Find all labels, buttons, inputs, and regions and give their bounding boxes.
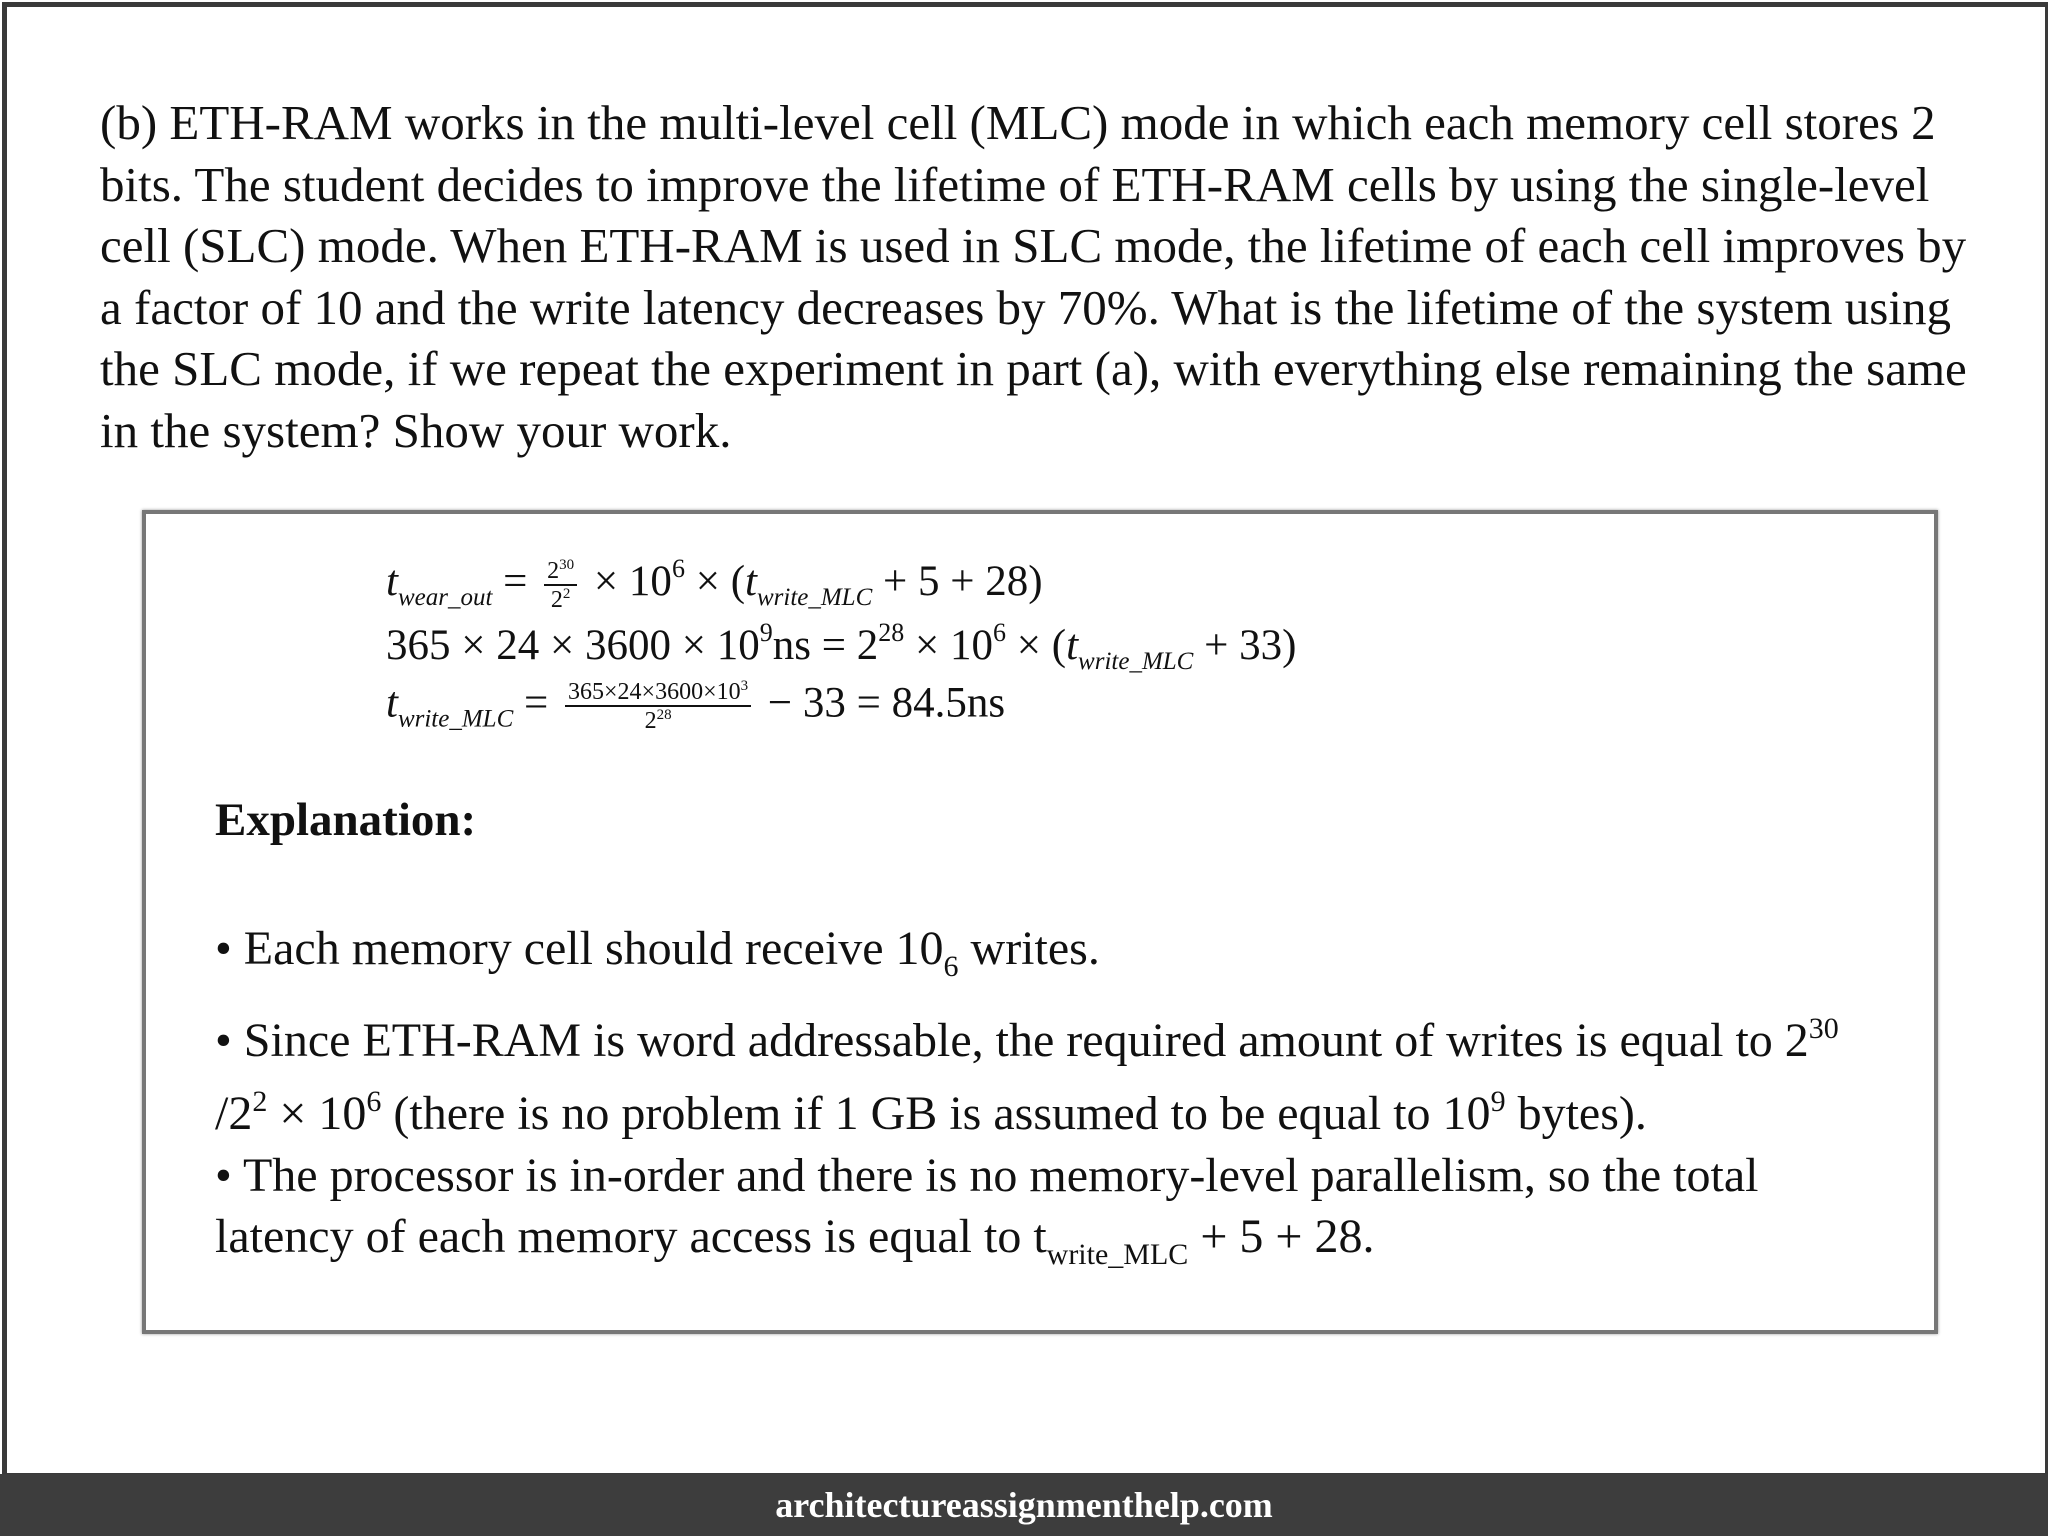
equation-write-mlc: $t_{write\_MLC}$ = $\frac{365\times 24\times 3600\times 10^3}{2^{28}}$ − 33 = 84.5ns <box>386 678 1006 735</box>
equation-wear-out: $t_{wear\_out}$ = $\frac{2^{30}}{2^2}$ × $10^6 \times (t_{write\_MLC} + 5 + 28)$ <box>386 554 1043 614</box>
bullet-writes-per-cell: • Each memory cell should receive $10_6$ writes. <box>215 922 1100 983</box>
fraction-wear-out: $\frac{2^{30}}{2^2}$ <box>544 557 577 614</box>
question-text: (b) ETH-RAM works in the multi-level cell (MLC) mode in which each memory cell stores 2 bits. The student decides to improve the lifetime of ETH-RAM cells by using the single-level cell (SLC) mode. When ETH-RAM is used in SLC mode, the lifetime of each cell improves by a factor of 10 and the write latency decreases by 70%. What is the lifetime of the system using the SLC mode, if we repeat the experiment in part (a), with everything else remaining the same in the system? Show your work. <box>100 95 1967 458</box>
footer-watermark: architectureassignmenthelp.com <box>0 1474 2048 1536</box>
answer-box <box>142 510 1938 1334</box>
explanation-heading: Explanation: <box>215 794 477 846</box>
fraction-write-mlc: $\frac{365\times 24\times 3600\times 10^3}{2^{28}}$ <box>565 678 751 735</box>
equation-seconds: $365 \times 24 \times 3600 \times 10^9ns = 2^{28} \times 10^6 \times (t_{write\_MLC} + 33)$ <box>386 618 1297 675</box>
bullet-word-addressable: • Since ETH-RAM is word addressable, the required amount of writes is equal to $2^{30}$ $/2^2 \times 10^6$ (there is no problem if 1 GB is assumed to be equal to $10^9$ bytes). <box>215 1011 1839 1140</box>
explanation-list <box>215 918 1895 1286</box>
bullet-in-order-processor: • The processor is in-order and there is no memory-level parallelism, so the total latency of each memory access is equal to $t_{write\_MLC} + 5 + 28$. <box>215 1148 1759 1271</box>
